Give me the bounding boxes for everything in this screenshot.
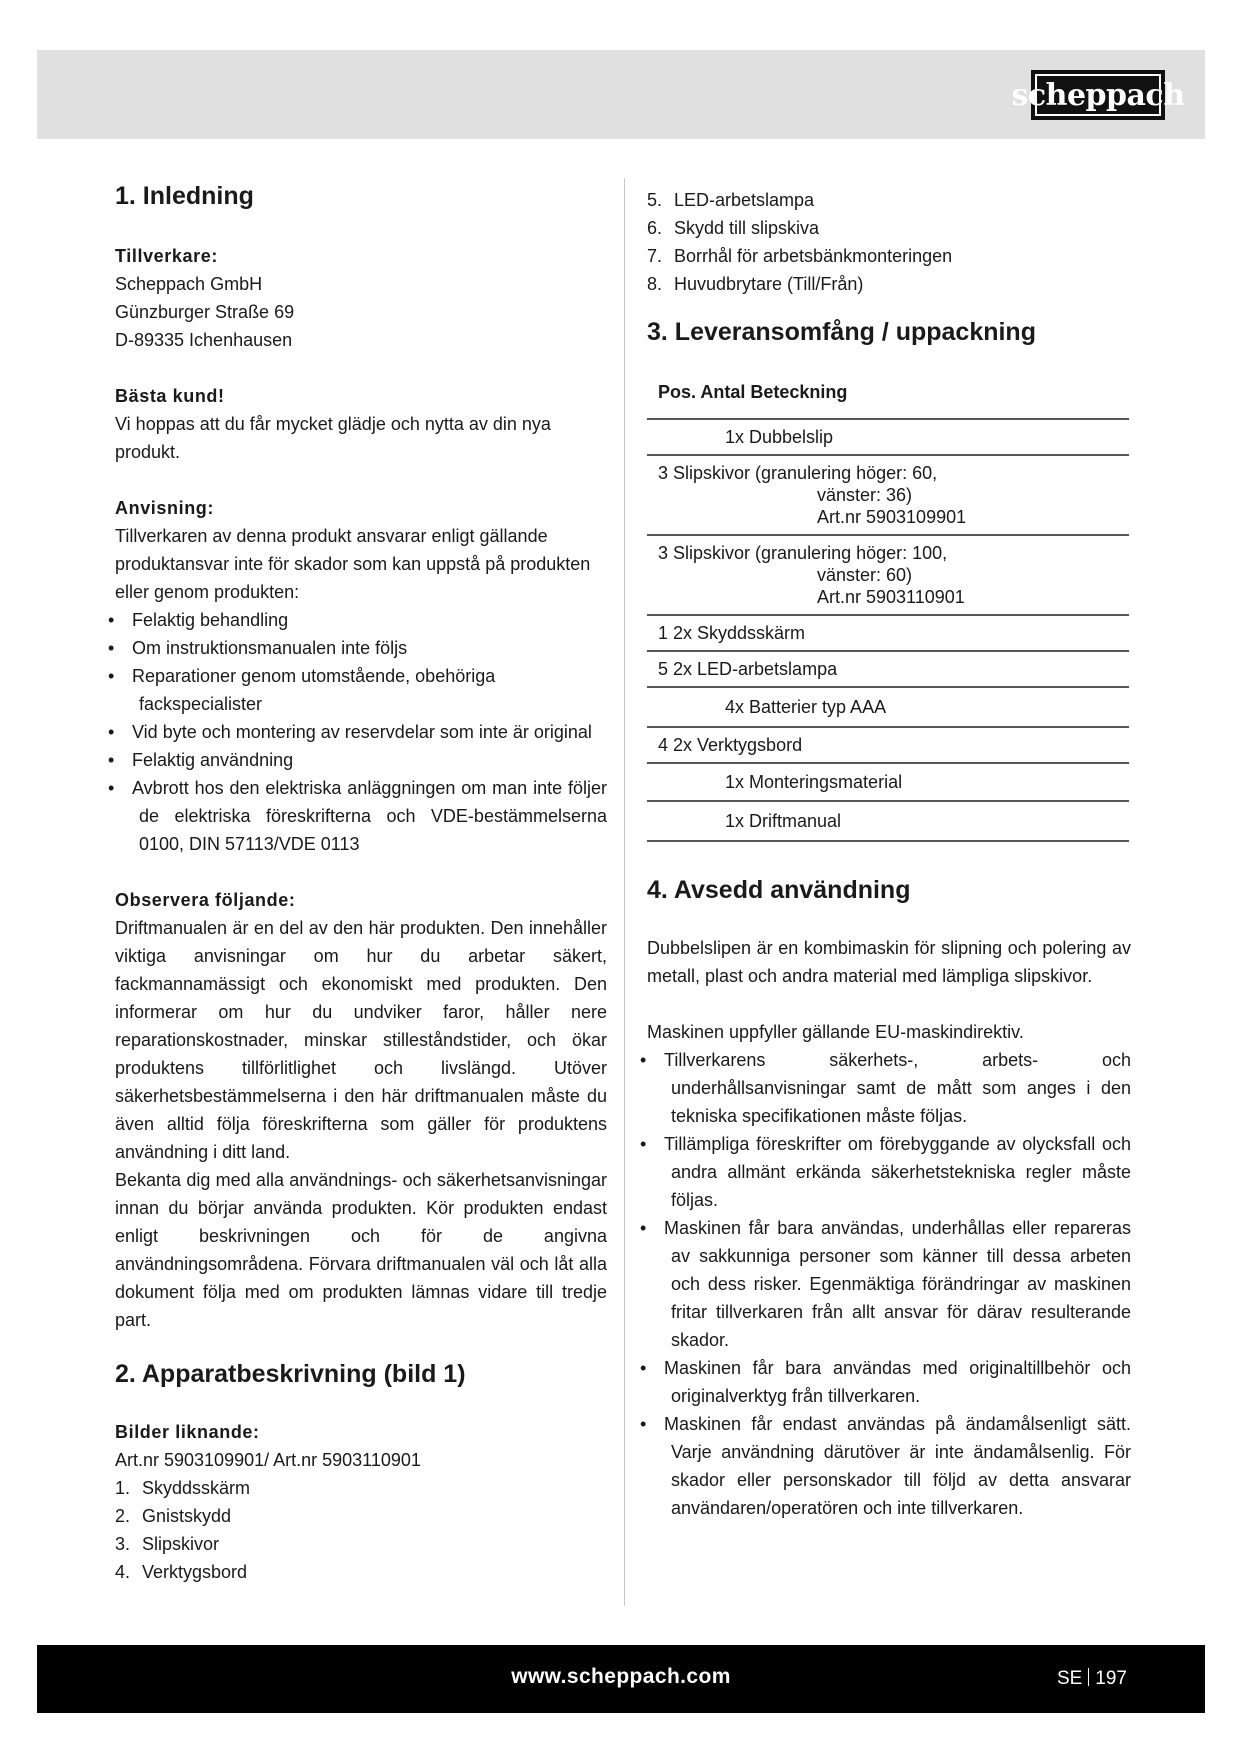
table-row: 4x Batterier typ AAA xyxy=(647,688,1129,728)
section-3-heading: 3. Leveransomfång / uppackning xyxy=(647,318,1036,346)
list-item: 5. LED-arbetslampa xyxy=(647,190,815,210)
observe-paragraph-1: Driftmanualen är en del av den här produkten. Den innehåller viktiga anvisningar om hur du arbetar säkert, fackmannamässigt och ekonomiskt med produkten. Den informerar om hur du undviker faror, håller nere reparationskostnader, minskar stilleståndstider, och ökar produktens tillförlitlighet och livslängd. Utöver säkerhetsbestämmelserna i den här driftmanualen måste du även alltid följa föreskrifterna som gäller för produktens användning i ditt land. xyxy=(115,918,607,1162)
observe-paragraph-2: Bekanta dig med alla användnings- och säkerhetsanvisningar innan du börjar använda produkten. Kör produkten endast enligt beskrivningen och för de angivna användningsområdena. Förvara driftmanualen väl och låt alla dokument följa med om produkten lämnas vidare till tredje part. xyxy=(115,1170,607,1330)
notice-text: Tillverkaren av denna produkt ansvarar enligt gällande produktansvar inte för skador som kan uppstå på produkten eller genom produkten: xyxy=(115,526,591,602)
article-numbers: Art.nr 5903109901/ Art.nr 5903110901 xyxy=(115,1450,421,1470)
list-item: • Tillverkarens säkerhets-, arbets- och underhållsanvisningar samt de mått som anges i den tekniska specifikationen måste följas. xyxy=(647,1046,1131,1130)
section-2-heading: 2. Apparatbeskrivning (bild 1) xyxy=(115,1360,466,1388)
dear-customer-text: Vi hoppas att du får mycket glädje och nytta av din nya produkt. xyxy=(115,414,551,462)
list-item: • Tillämpliga föreskrifter om förebyggande av olycksfall och andra allmänt erkända säkerhetstekniska regler måste följas. xyxy=(647,1130,1131,1214)
left-column xyxy=(115,180,607,1586)
list-item: 6. Skydd till slipskiva xyxy=(647,218,820,238)
list-item: • Felaktig användning xyxy=(115,746,607,774)
table-header: Pos. Antal Beteckning xyxy=(647,378,1129,420)
parts-list-right xyxy=(647,186,1131,298)
eu-directive-text: Maskinen uppfyller gällande EU-maskindirektiv. xyxy=(647,1022,1024,1042)
list-item: 7. Borrhål för arbetsbänkmonteringen xyxy=(647,246,953,266)
table-row: 1x Monteringsmaterial xyxy=(647,764,1129,802)
list-item: • Avbrott hos den elektriska anläggningen om man inte följer de elektriska föreskrifterna och VDE-bestämmelserna 0100, DIN 57113/VDE 0113 xyxy=(115,774,607,858)
list-item: • Vid byte och montering av reservdelar som inte är original xyxy=(115,718,599,746)
observe-label: Observera följande: xyxy=(115,890,296,910)
separator xyxy=(1088,1668,1089,1686)
list-item: • Maskinen får bara användas med originaltillbehör och originalverktyg från tillverkaren. xyxy=(647,1354,1131,1410)
list-item: • Om instruktionsmanualen inte följs xyxy=(115,634,607,662)
similar-images-label: Bilder liknande: xyxy=(115,1422,260,1442)
table-row: 5 2x LED-arbetslampa xyxy=(647,652,1129,688)
website-link[interactable]: www.scheppach.com xyxy=(511,1665,731,1688)
header-band xyxy=(37,50,1205,139)
notice-bullet-list xyxy=(115,606,607,858)
table-row: 1 2x Skyddsskärm xyxy=(647,616,1129,652)
page-number-value: 197 xyxy=(1095,1668,1127,1689)
table-row: 3 Slipskivor (granulering höger: 60, vänster: 36) Art.nr 5903109901 xyxy=(647,456,1129,536)
notice-label: Anvisning: xyxy=(115,498,214,518)
list-item: 2. Gnistskydd xyxy=(115,1506,232,1526)
section-4-heading: 4. Avsedd användning xyxy=(647,876,911,904)
list-item: • Maskinen får endast användas på ändamålsenligt sätt. Varje användning därutöver är inte ändamålsenlig. För skador eller personskador till följd av detta ansvarar användaren/operatören och inte tillverkaren. xyxy=(647,1410,1131,1522)
manufacturer-street: Günzburger Straße 69 xyxy=(115,302,295,322)
table-row: 3 Slipskivor (granulering höger: 100, vänster: 60) Art.nr 5903110901 xyxy=(647,536,1129,616)
manufacturer-label: Tillverkare: xyxy=(115,246,218,266)
dear-customer-label: Bästa kund! xyxy=(115,386,225,406)
list-item: 1. Skyddsskärm xyxy=(115,1478,251,1498)
column-divider xyxy=(624,178,625,1606)
table-row: 4 2x Verktygsbord xyxy=(647,728,1129,764)
list-item: 8. Huvudbrytare (Till/Från) xyxy=(647,274,864,294)
table-row: 1x Driftmanual xyxy=(647,802,1129,842)
scheppach-logo: scheppach xyxy=(1031,70,1165,120)
intended-use-bullet-list xyxy=(647,1046,1131,1522)
delivery-table xyxy=(647,378,1129,842)
list-item: • Felaktig behandling xyxy=(115,606,607,634)
right-column xyxy=(647,186,1131,1522)
manufacturer-city: D-89335 Ichenhausen xyxy=(115,330,293,350)
section-1-heading: 1. Inledning xyxy=(115,182,254,210)
manufacturer-name: Scheppach GmbH xyxy=(115,274,263,294)
intended-use-paragraph: Dubbelslipen är en kombimaskin för slipning och polering av metall, plast och andra material med lämpliga slipskivor. xyxy=(647,938,1131,986)
list-item: 4. Verktygsbord xyxy=(115,1562,248,1582)
footer-band xyxy=(37,1645,1205,1713)
list-item: 3. Slipskivor xyxy=(115,1534,220,1554)
parts-list-left xyxy=(115,1474,607,1586)
page-number xyxy=(1057,1668,1127,1690)
list-item: • Reparationer genom utomstående, obehöriga fackspecialister xyxy=(115,662,611,718)
table-row: 1x Dubbelslip xyxy=(647,420,1129,456)
list-item: • Maskinen får bara användas, underhållas eller repareras av sakkunniga personer som känner till dessa arbeten och dess risker. Egenmäktiga förändringar av maskinen fritar tillverkaren från allt ansvar för därav resulterande skador. xyxy=(647,1214,1131,1354)
language-code: SE xyxy=(1056,1668,1083,1689)
